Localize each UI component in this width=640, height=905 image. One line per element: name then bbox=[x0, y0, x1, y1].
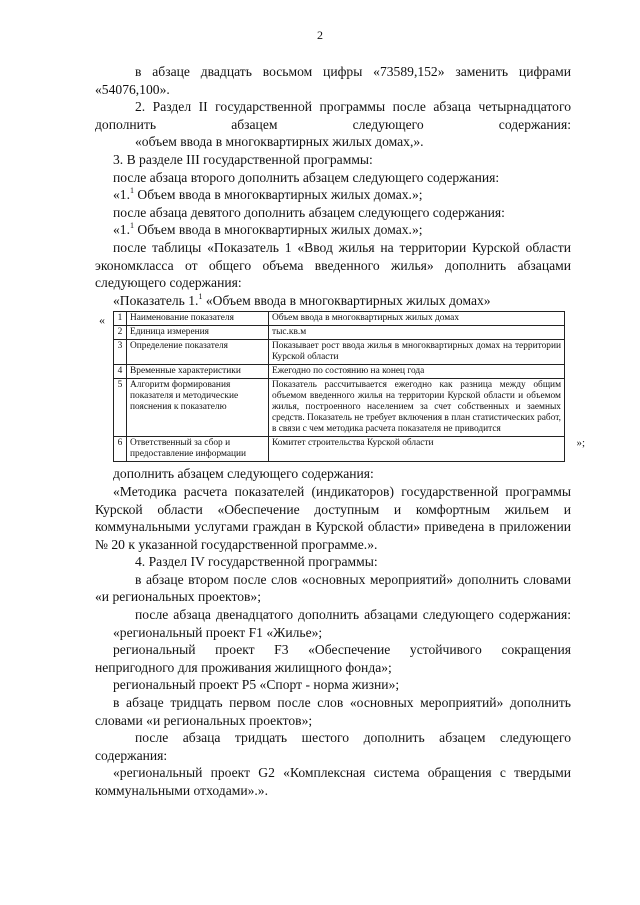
paragraph: в абзаце втором после слов «основных мероприятий» дополнить словами «и региональных проектов»; bbox=[95, 571, 571, 605]
paragraph: «региональный проект G2 «Комплексная система обращения с твердыми коммунальными отходами».». bbox=[95, 765, 571, 798]
paragraph: после абзаца девятого дополнить абзацем следующего содержания: bbox=[113, 204, 505, 220]
paragraph bbox=[95, 292, 571, 310]
paragraph: региональный проект F3 «Обеспечение устойчивого сокращения непригодного для проживания жилищного фонда»; bbox=[95, 642, 571, 675]
paragraph bbox=[95, 221, 571, 239]
paragraph: после таблицы «Показатель 1 «Ввод жилья на территории Курской области экономкласса от общего объема введенного жилья» дополнить абзацами следующего содержания: bbox=[95, 239, 571, 291]
text-run: «1. bbox=[113, 187, 130, 203]
row-value-cell: Объем ввода в многоквартирных жилых домах bbox=[269, 312, 565, 326]
row-value-cell: Ежегодно по состоянию на конец года bbox=[269, 365, 565, 379]
paragraph: региональный проект Р5 «Спорт - норма жизни»; bbox=[113, 677, 400, 693]
table-open-quote: « bbox=[99, 313, 105, 328]
text-run: Объем ввода в многоквартирных жилых домах.»; bbox=[134, 222, 423, 238]
table-row bbox=[114, 312, 565, 326]
row-number-cell: 4 bbox=[114, 365, 127, 379]
indicator-table-block bbox=[99, 311, 585, 462]
table-row bbox=[114, 326, 565, 340]
row-number-cell: 2 bbox=[114, 326, 127, 340]
superscript: 1 bbox=[198, 291, 203, 301]
row-value-cell: Показывает рост ввода жилья в многоквартирных домах на территории Курской области bbox=[269, 340, 565, 365]
page-number: 2 bbox=[317, 28, 323, 42]
superscript: 1 bbox=[130, 186, 134, 196]
row-label-cell: Определение показателя bbox=[127, 340, 269, 365]
row-number-cell: 3 bbox=[114, 340, 127, 365]
row-number-cell: 1 bbox=[114, 312, 127, 326]
table-row bbox=[114, 379, 565, 437]
paragraph: после абзаца второго дополнить абзацем следующего содержания: bbox=[113, 169, 500, 185]
paragraph: после абзаца тридцать шестого дополнить абзацем следующего содержания: bbox=[95, 730, 571, 763]
indicator-table bbox=[113, 311, 565, 462]
row-label-cell: Алгоритм формирования показателя и методические пояснения к показателю bbox=[127, 379, 269, 437]
table-row bbox=[114, 437, 565, 462]
paragraph: «региональный проект F1 «Жилье»; bbox=[113, 624, 323, 640]
paragraph: в абзаце двадцать восьмом цифры «73589,152» заменить цифрами «54076,100». bbox=[95, 64, 571, 97]
table-row bbox=[114, 365, 565, 379]
row-label-cell: Наименование показателя bbox=[127, 312, 269, 326]
text-run: «Объем ввода в многоквартирных жилых домах» bbox=[202, 292, 491, 308]
paragraph: дополнить абзацем следующего содержания: bbox=[113, 466, 374, 482]
row-value-cell: Показатель рассчитывается ежегодно как разница между общим объемом введенного жилья на территории Курской области и объемом жилья, построенного населением за счет собственных и заемных средств. Показатель не требует включения в план статистических работ, в связи с чем методика расчета показателя не приводится bbox=[269, 379, 565, 437]
row-number-cell: 5 bbox=[114, 379, 127, 437]
table-close-quote: »; bbox=[576, 436, 585, 449]
text-run: Объем ввода в многоквартирных жилых домах.»; bbox=[134, 187, 423, 203]
row-label-cell: Ответственный за сбор и предоставление информации bbox=[127, 437, 269, 462]
text-run: «1. bbox=[113, 222, 130, 238]
paragraph: 3. В разделе III государственной программы: bbox=[113, 151, 373, 167]
text-run: «Показатель 1. bbox=[113, 292, 199, 308]
table-row bbox=[114, 340, 565, 365]
superscript: 1 bbox=[130, 221, 134, 231]
paragraph: после абзаца двенадцатого дополнить абзацами следующего содержания: bbox=[135, 607, 571, 623]
row-number-cell: 6 bbox=[114, 437, 127, 462]
row-label-cell: Временные характеристики bbox=[127, 365, 269, 379]
document-body bbox=[95, 63, 585, 800]
row-value-cell: Комитет строительства Курской области bbox=[269, 437, 565, 462]
row-value-cell: тыс.кв.м bbox=[269, 326, 565, 340]
paragraph: «Методика расчета показателей (индикаторов) государственной программы Курской области «Обеспечение доступным и комфортным жильем и коммунальными услугами граждан в Курской области» приведена в приложении № 20 к указанной государственной программе.». bbox=[95, 483, 571, 552]
paragraph bbox=[95, 186, 571, 204]
paragraph: 4. Раздел IV государственной программы: bbox=[135, 554, 378, 570]
paragraph: в абзаце тридцать первом после слов «основных мероприятий» дополнить словами «и региональных проектов»; bbox=[95, 695, 571, 728]
row-label-cell: Единица измерения bbox=[127, 326, 269, 340]
paragraph: 2. Раздел II государственной программы после абзаца четырнадцатого дополнить абзацем следующего содержания: bbox=[95, 99, 571, 132]
paragraph: «объем ввода в многоквартирных жилых домах,». bbox=[135, 134, 424, 150]
